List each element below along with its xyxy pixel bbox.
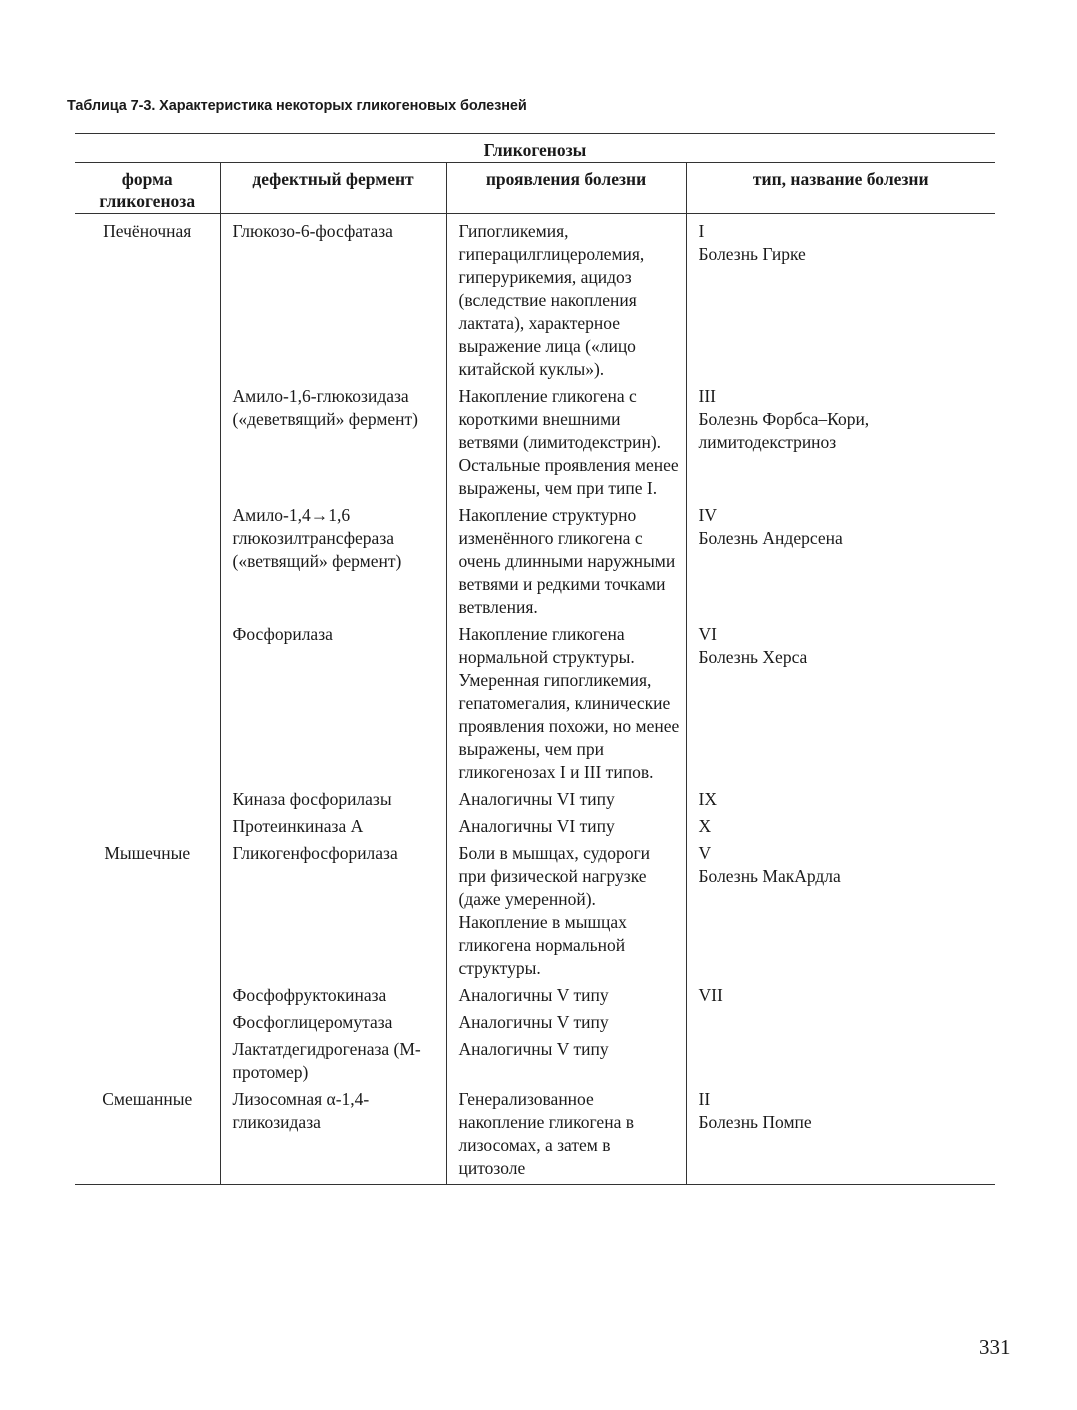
table-row	[75, 385, 995, 504]
cell-enzyme: Протеинкиназа А	[220, 815, 446, 842]
disease-type: I	[698, 221, 705, 241]
table-row	[75, 984, 995, 1011]
cell-type	[686, 842, 995, 984]
table-body	[75, 214, 995, 1185]
cell-form: Мышечные	[104, 843, 191, 863]
cell-type	[686, 214, 995, 386]
disease-type: VI	[698, 624, 717, 644]
disease-type: III	[698, 386, 716, 406]
disease-name: Болезнь МакАрдла	[698, 866, 841, 886]
cell-enzyme: Амило-1,6-глюкозидаза («деветвящий» фермент)	[220, 385, 446, 504]
disease-name: Болезнь Херса	[698, 647, 808, 667]
cell-type	[686, 984, 995, 1011]
cell-enzyme: Фосфофруктокиназа	[220, 984, 446, 1011]
cell-type	[686, 815, 995, 842]
table-row	[75, 1011, 995, 1038]
cell-manifestation: Аналогичны VI типу	[446, 788, 686, 815]
disease-type: IX	[698, 789, 717, 809]
cell-form	[75, 815, 220, 842]
cell-form	[75, 623, 220, 788]
cell-form	[75, 1011, 220, 1038]
cell-type	[686, 623, 995, 788]
cell-enzyme: Глюкозо-6-фосфатаза	[220, 214, 446, 386]
table-row	[75, 1088, 995, 1184]
table-row	[75, 842, 995, 984]
cell-enzyme: Амило-1,4→1,6 глюкозилтрансфераза («ветвящий» фермент)	[220, 504, 446, 623]
cell-type	[686, 504, 995, 623]
cell-form: Печёночная	[103, 221, 192, 241]
cell-form	[75, 984, 220, 1011]
disease-name: Болезнь Андерсена	[698, 528, 843, 548]
column-header-form: форма гликогеноза	[99, 169, 196, 211]
table-bottom-rule	[75, 1184, 995, 1185]
cell-type	[686, 1011, 995, 1038]
cell-enzyme: Фосфорилаза	[220, 623, 446, 788]
cell-manifestation: Аналогичны V типу	[446, 1011, 686, 1038]
cell-type	[686, 385, 995, 504]
cell-manifestation: Генерализованное накопление гликогена в лизосомах, а затем в цитозоле	[446, 1088, 686, 1184]
cell-manifestation: Накопление гликогена нормальной структуры. Умеренная гипогликемия, гепатомегалия, клинические проявления похожи, но менее выражены, чем при гликогенозах I и III типов.	[446, 623, 686, 788]
table-row	[75, 214, 995, 386]
disease-name: Болезнь Форбса–Кори, лимитодекстриноз	[698, 409, 870, 452]
cell-form	[75, 1038, 220, 1088]
cell-form	[75, 385, 220, 504]
column-header-type: тип, название болезни	[686, 163, 995, 214]
disease-type: II	[698, 1089, 711, 1109]
page-number: 331	[979, 1335, 1011, 1359]
table-row	[75, 788, 995, 815]
column-header-manifestation: проявления болезни	[446, 163, 686, 214]
disease-type: X	[698, 816, 712, 836]
table-row	[75, 623, 995, 788]
cell-manifestation: Аналогичны VI типу	[446, 815, 686, 842]
cell-enzyme: Киназа фосфорилазы	[220, 788, 446, 815]
table-row	[75, 1038, 995, 1088]
disease-type: VII	[698, 985, 723, 1005]
cell-enzyme: Фосфоглицеромутаза	[220, 1011, 446, 1038]
column-header-enzyme: дефектный фермент	[220, 163, 446, 214]
disease-type: IV	[698, 505, 717, 525]
cell-form	[75, 788, 220, 815]
table-row	[75, 815, 995, 842]
group-header: Гликогенозы	[483, 140, 587, 160]
table-row	[75, 504, 995, 623]
cell-manifestation: Аналогичны V типу	[446, 984, 686, 1011]
column-header-row	[75, 163, 995, 214]
cell-enzyme: Гликогенфосфорилаза	[220, 842, 446, 984]
disease-name: Болезнь Гирке	[698, 244, 806, 264]
cell-enzyme: Лактатдегидрогеназа (М-протомер)	[220, 1038, 446, 1088]
cell-type	[686, 1088, 995, 1184]
cell-type	[686, 788, 995, 815]
disease-name: Болезнь Помпе	[698, 1112, 812, 1132]
glycogenosis-table	[75, 133, 995, 1185]
cell-manifestation: Боли в мышцах, судороги при физической нагрузке (даже умеренной). Накопление в мышцах гликогена нормальной структуры.	[446, 842, 686, 984]
cell-enzyme: Лизосомная α-1,4-гликозидаза	[220, 1088, 446, 1184]
cell-manifestation: Гипогликемия, гиперацилглицеролемия, гиперурикемия, ацидоз (вследствие накопления лактата), характерное выражение лица («лицо китайской куклы»).	[446, 214, 686, 386]
cell-manifestation: Аналогичны V типу	[446, 1038, 686, 1088]
cell-form	[75, 504, 220, 623]
cell-manifestation: Накопление гликогена с короткими внешними ветвями (лимитодекстрин). Остальные проявления менее выражены, чем при типе I.	[446, 385, 686, 504]
disease-type: V	[698, 843, 712, 863]
cell-manifestation: Накопление структурно изменённого гликогена с очень длинными наружными ветвями и редкими точками ветвления.	[446, 504, 686, 623]
table-caption: Таблица 7-3. Характеристика некоторых гликогеновых болезней	[67, 98, 527, 114]
cell-form: Смешанные	[102, 1089, 193, 1109]
cell-type	[686, 1038, 995, 1088]
